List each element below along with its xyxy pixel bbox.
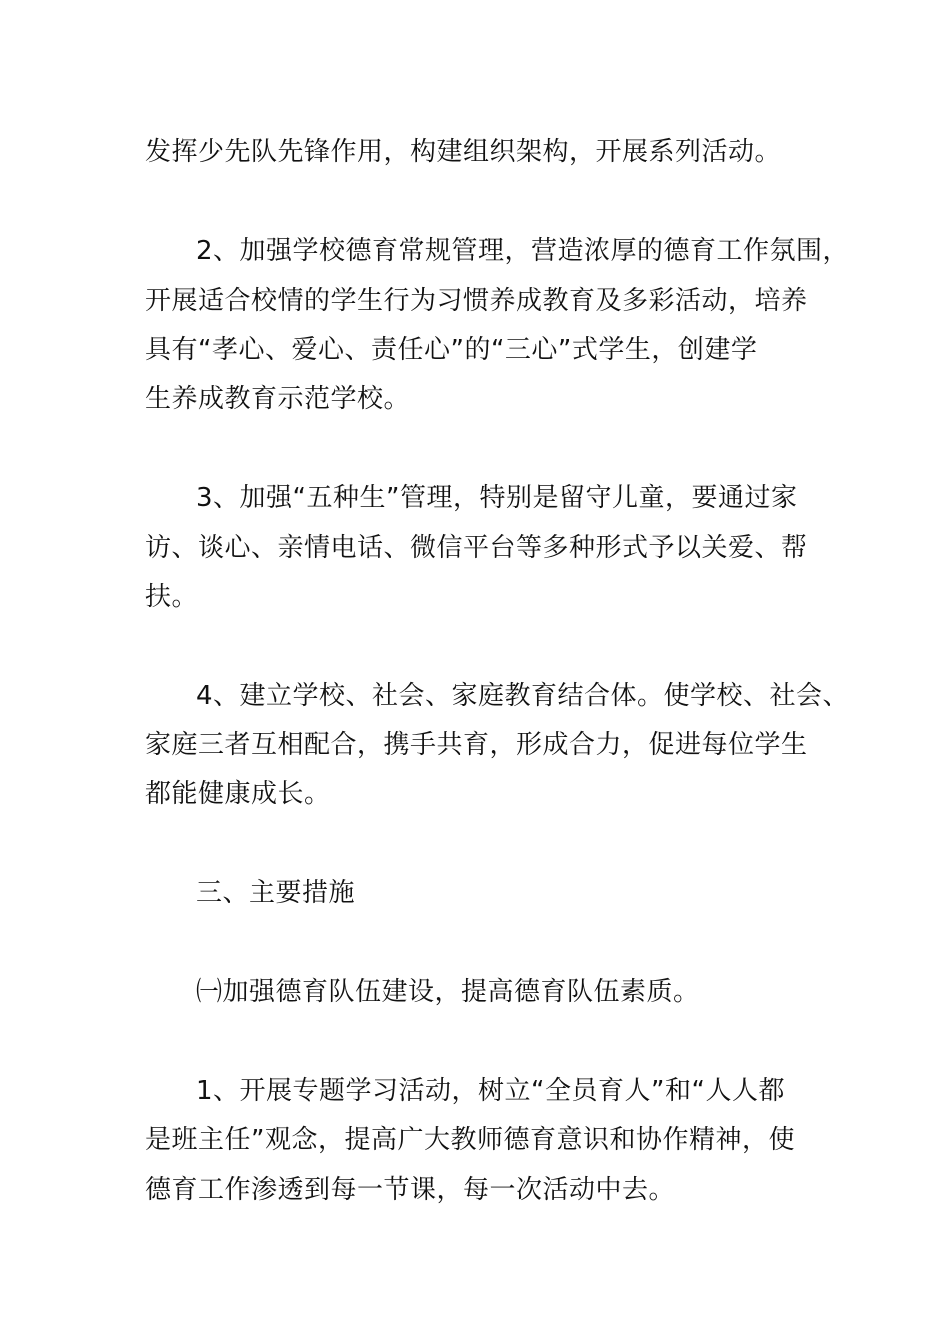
paragraph-5-line-3: 德育工作渗透到每一节课，每一次活动中去。 [145, 1175, 676, 1205]
paragraph-2-line-2: 开展适合校情的学生行为习惯养成教育及多彩活动，培养 [145, 286, 808, 316]
paragraph-3-line-3: 扶。 [145, 582, 199, 612]
subsection-heading: ㈠加强德育队伍建设，提高德育队伍素质。 [196, 977, 700, 1007]
paragraph-4-line-1: 4、建立学校、社会、家庭教育结合体。使学校、社会、 [196, 681, 850, 711]
paragraph-4-line-3: 都能健康成长。 [145, 779, 331, 809]
paragraph-4-line-2: 家庭三者互相配合，携手共育，形成合力，促进每位学生 [145, 730, 808, 760]
paragraph-1-line-1: 发挥少先队先锋作用，构建组织架构，开展系列活动。 [145, 137, 782, 167]
section-heading: 三、主要措施 [196, 878, 356, 908]
paragraph-2-line-4: 生养成教育示范学校。 [145, 384, 411, 414]
paragraph-3-line-2: 访、谈心、亲情电话、微信平台等多种形式予以关爱、帮 [145, 533, 808, 563]
paragraph-5-line-1: 1、开展专题学习活动，树立“全员育人”和“人人都 [196, 1076, 785, 1106]
paragraph-2-line-3: 具有“孝心、爱心、责任心”的“三心”式学生，创建学 [145, 335, 758, 365]
paragraph-3-line-1: 3、加强“五种生”管理，特别是留守儿童，要通过家 [196, 483, 798, 513]
paragraph-5-line-2: 是班主任”观念，提高广大教师德育意识和协作精神，使 [145, 1125, 795, 1155]
paragraph-2-line-1: 2、加强学校德育常规管理，营造浓厚的德育工作氛围， [196, 236, 850, 266]
